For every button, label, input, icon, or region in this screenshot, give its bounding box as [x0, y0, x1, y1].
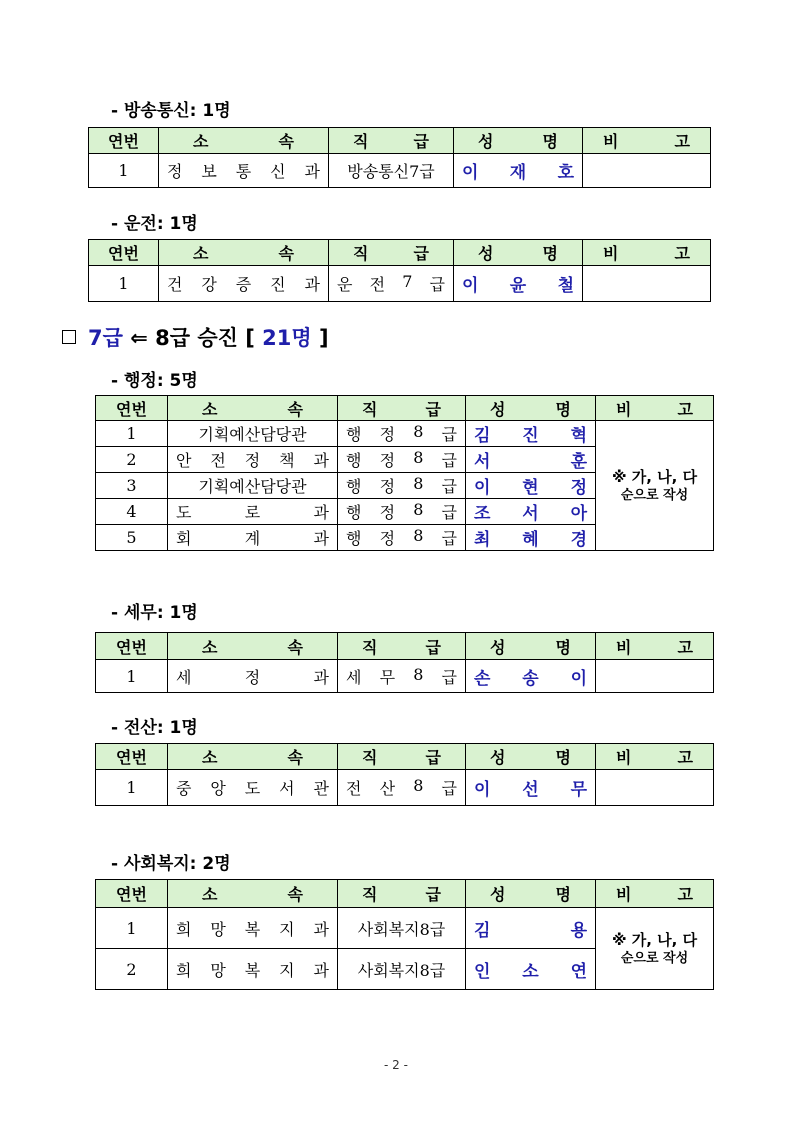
- cell-no: 1: [96, 660, 168, 693]
- cell-no: 1: [96, 908, 168, 949]
- section-heading-welfare: - 사회복지: 2명: [111, 854, 231, 874]
- cell-name: 김 용: [466, 908, 596, 949]
- col-header-dept: 소 속: [168, 744, 338, 770]
- cell-no: 1: [96, 421, 168, 447]
- cell-note-merged: [596, 908, 714, 990]
- table-tax: [95, 632, 714, 693]
- cell-dept: 세 정 과: [168, 660, 338, 693]
- cell-name: 조 서 아: [466, 499, 596, 525]
- col-header-no: 연번: [96, 880, 168, 908]
- cell-no: 2: [96, 949, 168, 990]
- cell-note: [583, 154, 711, 188]
- promotion-arrow-text: ⇐ 8급 승진 [: [122, 326, 263, 350]
- col-header-dept: 소 속: [168, 880, 338, 908]
- cell-grade: 세 무 8 급: [338, 660, 466, 693]
- col-header-dept: 소 속: [159, 128, 329, 154]
- col-header-name: 성 명: [466, 633, 596, 660]
- table-row: [96, 421, 714, 447]
- table-row: [89, 266, 711, 302]
- note-line1: ※ 가, 나, 다: [611, 930, 698, 949]
- cell-dept: 희 망 복 지 과: [168, 949, 338, 990]
- cell-grade: 운 전 7 급: [329, 266, 454, 302]
- cell-grade: 행 정 8 급: [338, 447, 466, 473]
- table-driving: [88, 239, 711, 302]
- cell-grade: 방송통신7급: [329, 154, 454, 188]
- cell-no: 4: [96, 499, 168, 525]
- cell-name: 김 진 혁: [466, 421, 596, 447]
- cell-dept: 안 전 정 책 과: [168, 447, 338, 473]
- col-header-note: 비 고: [596, 396, 714, 421]
- cell-note: [596, 660, 714, 693]
- cell-name: 손 송 이: [466, 660, 596, 693]
- cell-name: 인 소 연: [466, 949, 596, 990]
- table-row: [96, 660, 714, 693]
- section-heading-admin: - 행정: 5명: [111, 371, 198, 391]
- cell-grade: 행 정 8 급: [338, 525, 466, 551]
- table-computing: [95, 743, 714, 806]
- cell-dept: 회 계 과: [168, 525, 338, 551]
- cell-dept: 기획예산담당관: [168, 421, 338, 447]
- section-heading-tax: - 세무: 1명: [111, 603, 198, 623]
- col-header-no: 연번: [96, 744, 168, 770]
- col-header-grade: 직 급: [329, 128, 454, 154]
- promotion-heading: [62, 322, 329, 352]
- col-header-note: 비 고: [596, 880, 714, 908]
- cell-no: 3: [96, 473, 168, 499]
- cell-note: [596, 770, 714, 806]
- cell-no: 5: [96, 525, 168, 551]
- col-header-grade: 직 급: [338, 880, 466, 908]
- section-heading-computing: - 전산: 1명: [111, 718, 198, 738]
- col-header-no: 연번: [96, 396, 168, 421]
- col-header-note: 비 고: [596, 744, 714, 770]
- col-header-dept: 소 속: [168, 633, 338, 660]
- col-header-name: 성 명: [454, 240, 583, 266]
- col-header-no: 연번: [89, 128, 159, 154]
- col-header-note: 비 고: [583, 128, 711, 154]
- cell-dept: 희 망 복 지 과: [168, 908, 338, 949]
- cell-dept: 정 보 통 신 과: [159, 154, 329, 188]
- note-line2: 순으로 작성: [620, 487, 689, 503]
- col-header-dept: 소 속: [159, 240, 329, 266]
- table-welfare: [95, 879, 714, 990]
- cell-name: 최 혜 경: [466, 525, 596, 551]
- cell-name: 이 재 호: [454, 154, 583, 188]
- cell-grade: 행 정 8 급: [338, 499, 466, 525]
- col-header-dept: 소 속: [168, 396, 338, 421]
- cell-dept: 건 강 증 진 과: [159, 266, 329, 302]
- section-heading-broadcast: - 방송통신: 1명: [111, 101, 231, 121]
- col-header-name: 성 명: [454, 128, 583, 154]
- promotion-close: ]: [311, 326, 329, 350]
- col-header-no: 연번: [89, 240, 159, 266]
- cell-note: [583, 266, 711, 302]
- table-row: [96, 908, 714, 949]
- col-header-grade: 직 급: [338, 633, 466, 660]
- cell-note-merged: [596, 421, 714, 551]
- col-header-grade: 직 급: [338, 744, 466, 770]
- note-line2: 순으로 작성: [620, 950, 689, 966]
- cell-grade: 전 산 8 급: [338, 770, 466, 806]
- table-broadcast: [88, 127, 711, 188]
- cell-grade: 사회복지8급: [338, 908, 466, 949]
- col-header-no: 연번: [96, 633, 168, 660]
- table-admin: [95, 395, 714, 551]
- section-heading-driving: - 운전: 1명: [111, 214, 198, 234]
- cell-no: 1: [96, 770, 168, 806]
- cell-name: 이 현 정: [466, 473, 596, 499]
- promotion-grade: 7급: [88, 326, 123, 350]
- cell-grade: 행 정 8 급: [338, 421, 466, 447]
- cell-name: 이 선 무: [466, 770, 596, 806]
- promotion-count: 21명: [262, 326, 312, 350]
- col-header-note: 비 고: [596, 633, 714, 660]
- checkbox-square-icon: [62, 330, 76, 344]
- table-row: [96, 770, 714, 806]
- page-number: - 2 -: [384, 1058, 408, 1072]
- cell-no: 2: [96, 447, 168, 473]
- cell-dept: 중 앙 도 서 관: [168, 770, 338, 806]
- col-header-name: 성 명: [466, 744, 596, 770]
- table-row: [89, 154, 711, 188]
- cell-dept: 도 로 과: [168, 499, 338, 525]
- note-line1: ※ 가, 나, 다: [611, 467, 698, 486]
- col-header-grade: 직 급: [329, 240, 454, 266]
- cell-name: 이 윤 철: [454, 266, 583, 302]
- cell-no: 1: [89, 266, 159, 302]
- cell-grade: 사회복지8급: [338, 949, 466, 990]
- col-header-grade: 직 급: [338, 396, 466, 421]
- cell-dept: 기획예산담당관: [168, 473, 338, 499]
- cell-no: 1: [89, 154, 159, 188]
- col-header-name: 성 명: [466, 880, 596, 908]
- cell-name: 서 훈: [466, 447, 596, 473]
- col-header-name: 성 명: [466, 396, 596, 421]
- col-header-note: 비 고: [583, 240, 711, 266]
- cell-grade: 행 정 8 급: [338, 473, 466, 499]
